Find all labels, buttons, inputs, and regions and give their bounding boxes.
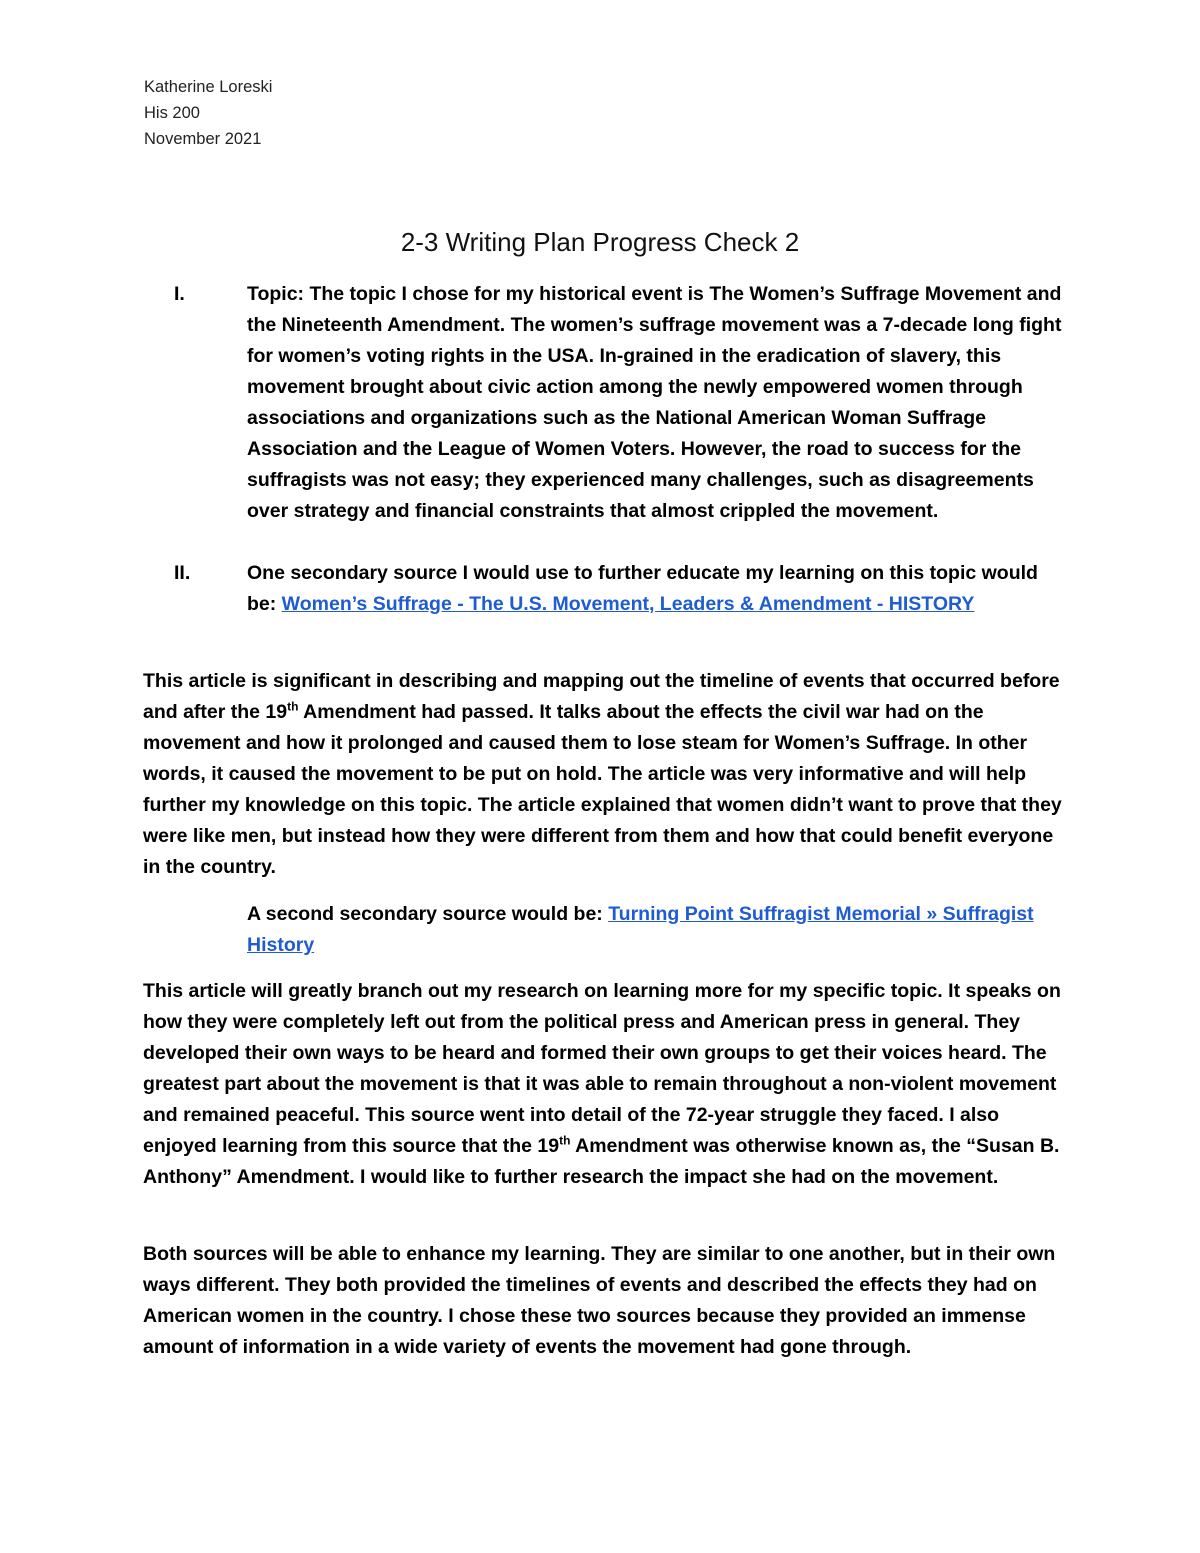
second-source-line xyxy=(247,899,1067,961)
document-title: 2-3 Writing Plan Progress Check 2 xyxy=(400,227,800,257)
paragraph-second-source-summary xyxy=(143,976,1068,1193)
course-code: His 200 xyxy=(144,104,200,122)
document-date: November 2021 xyxy=(144,130,262,148)
list-marker: I. xyxy=(174,283,185,305)
list-item-topic xyxy=(174,279,1064,527)
superscript-th: th xyxy=(559,1133,571,1148)
second-source-label: A second secondary source would be: xyxy=(247,903,609,925)
topic-text: The topic I chose for my historical event is The Women’s Suffrage Movement and the Nineteenth Amendment. The women’s suffrage movement was a 7-decade long fight for women’s voting rights in the USA. In-grained in the eradication of slavery, this movement brought about civic action among the newly empowered women through associations and organizations such as the National American Woman Suffrage Association and the League of Women Voters. However, the road to success for the suffragists was not easy; they experienced many challenges, such as disagreements over strategy and financial constraints that almost crippled the movement. xyxy=(247,283,1062,522)
header-block xyxy=(144,74,272,152)
paragraph-text: Amendment was otherwise known as, the “Susan B. Anthony” Amendment. I would like to further research the impact she had on the movement. xyxy=(143,1135,1060,1188)
list-marker: II. xyxy=(174,562,191,584)
first-source-label: One secondary source I would use to further educate my learning on this topic would be: xyxy=(247,562,1038,615)
author-name: Katherine Loreski xyxy=(144,78,273,96)
topic-label: Topic: xyxy=(247,283,305,305)
paragraph-text: Amendment had passed. It talks about the effects the civil war had on the movement and how it prolonged and caused them to lose steam for Women’s Suffrage. In other words, it caused the movement to be put on hold. The article was very informative and will help further my knowledge on this topic. The article explained that women didn’t want to prove that they were like men, but instead how they were different from them and how that could benefit everyone in the country. xyxy=(143,701,1062,878)
list-item-first-source xyxy=(174,558,1064,620)
superscript-th: th xyxy=(287,699,299,714)
list-item-content xyxy=(247,279,1064,527)
paragraph-conclusion: Both sources will be able to enhance my learning. They are similar to one another, but in their own ways different. They both provided the timelines of events and described the effects they had on American women in the country. I chose these two sources because they provided an immense amount of information in a wide variety of events the movement had gone through. xyxy=(143,1243,1056,1358)
second-source-link[interactable]: Turning Point Suffragist Memorial » Suffragist History xyxy=(247,903,1034,956)
first-source-link[interactable]: Women’s Suffrage - The U.S. Movement, Leaders & Amendment - HISTORY xyxy=(281,593,975,615)
paragraph-text: This article is significant in describing and mapping out the timeline of events that occurred before and after the 19 xyxy=(143,670,1060,723)
paragraph-text: This article will greatly branch out my research on learning more for my specific topic. It speaks on how they were completely left out from the political press and American press in general. They developed their own ways to be heard and formed their own groups to get their voices heard. The greatest part about the movement is that it was able to remain throughout a non-violent movement and remained peaceful. This source went into detail of the 72-year struggle they faced. I also enjoyed learning from this source that the 19 xyxy=(143,980,1061,1157)
paragraph-first-source-summary xyxy=(143,666,1068,883)
list-item-content xyxy=(247,558,1064,620)
